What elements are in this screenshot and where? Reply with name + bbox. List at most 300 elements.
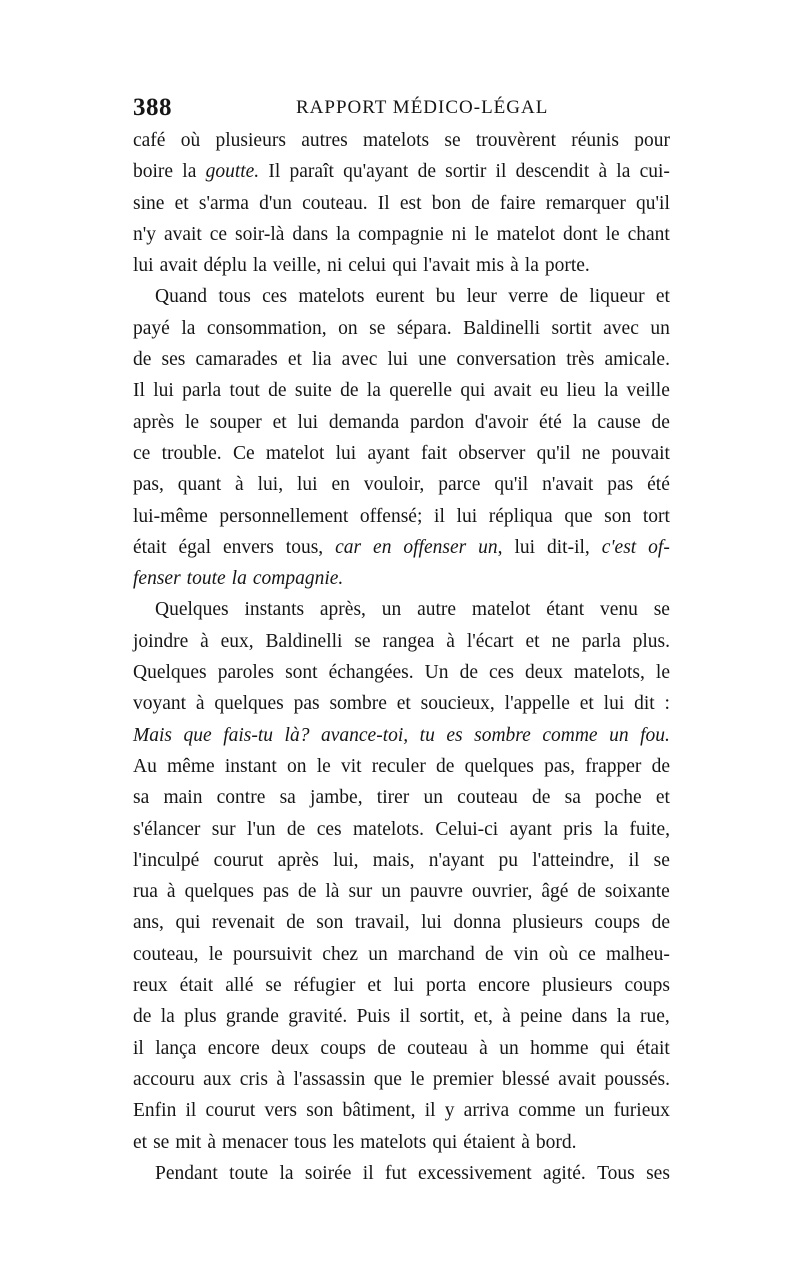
text-line xyxy=(133,751,670,782)
word: Au xyxy=(133,755,157,777)
word: reux xyxy=(133,975,168,997)
word: la xyxy=(604,380,619,402)
word: la xyxy=(182,161,197,183)
word: parla xyxy=(581,630,621,652)
word: de xyxy=(577,881,596,903)
word: l'inculpé xyxy=(133,849,200,871)
word: plus. xyxy=(632,630,670,652)
word: qu'ayant xyxy=(343,161,409,183)
word: voyant xyxy=(133,693,187,715)
word: dans xyxy=(292,223,329,245)
word: pas xyxy=(262,881,289,903)
word: main xyxy=(163,787,203,809)
word: de xyxy=(133,349,152,371)
word: un, xyxy=(478,536,503,558)
word: d'avoir xyxy=(474,411,529,433)
word: âgé xyxy=(541,881,569,903)
text-line xyxy=(133,313,670,344)
word: pris xyxy=(563,818,593,840)
word: poussés. xyxy=(604,1068,670,1090)
word: veille xyxy=(626,380,670,402)
word: mis xyxy=(475,255,505,277)
word: et, xyxy=(473,1006,493,1028)
text-line xyxy=(133,1158,670,1189)
word: la xyxy=(616,1006,631,1028)
word: instants xyxy=(244,599,305,621)
word: es xyxy=(446,724,463,746)
word: matelot xyxy=(496,223,556,245)
word: matelots xyxy=(298,286,365,308)
word: chez xyxy=(322,943,359,965)
word: la xyxy=(572,411,587,433)
word: porta xyxy=(426,975,467,997)
word: sine xyxy=(133,192,165,214)
word: homme xyxy=(530,1037,589,1059)
word: Il xyxy=(377,192,390,214)
word: matelots. xyxy=(353,818,424,840)
word: n'avait xyxy=(542,474,594,496)
word: le xyxy=(316,755,331,777)
word: d'un xyxy=(259,192,292,214)
word: avait xyxy=(558,1068,596,1090)
word: qui xyxy=(432,1131,458,1153)
word: compagnie xyxy=(358,223,444,245)
word: bon xyxy=(431,192,462,214)
word: un xyxy=(499,1037,519,1059)
word: et xyxy=(272,411,287,433)
word: liqueur xyxy=(589,286,645,308)
word: étant xyxy=(546,599,585,621)
word: y xyxy=(444,1100,455,1122)
word: soixante xyxy=(604,881,670,903)
word: le xyxy=(208,943,223,965)
text-line xyxy=(133,219,670,250)
word: poursuivit xyxy=(233,943,313,965)
word: ce xyxy=(209,223,228,245)
word: cris xyxy=(239,1068,268,1090)
word: fuite, xyxy=(629,818,670,840)
word: consommation, xyxy=(206,317,327,339)
word: toute xyxy=(229,1162,269,1184)
word: trouble. xyxy=(161,442,222,464)
word: amicale. xyxy=(604,349,670,371)
word: son xyxy=(306,1100,334,1122)
word: égal xyxy=(178,536,211,558)
word: conversation xyxy=(456,349,557,371)
word: quant xyxy=(177,474,222,496)
word: sa xyxy=(279,787,296,809)
word: comme xyxy=(542,724,598,746)
word: suite xyxy=(294,380,332,402)
word: vin xyxy=(513,943,539,965)
word: sa xyxy=(133,787,150,809)
word: plusieurs xyxy=(215,130,286,151)
word: remarquer xyxy=(545,192,626,214)
word: de xyxy=(485,943,504,965)
word: se xyxy=(653,849,670,871)
word: à xyxy=(510,255,519,277)
word: parce xyxy=(438,474,481,496)
word: à xyxy=(446,630,455,652)
word: camarades xyxy=(195,349,278,371)
word: pu xyxy=(498,849,518,871)
word: autre xyxy=(417,599,457,621)
word: la xyxy=(524,255,539,277)
word: les xyxy=(332,1131,355,1153)
word: quelques xyxy=(464,755,534,777)
word: se xyxy=(369,317,386,339)
word: et xyxy=(655,787,670,809)
word: pouvait xyxy=(611,442,670,464)
word: de xyxy=(651,755,670,777)
word: on xyxy=(338,317,358,339)
word: la xyxy=(336,223,351,245)
text-line xyxy=(133,532,670,563)
text-line xyxy=(133,501,670,532)
word: ne xyxy=(581,442,601,464)
word: eux, xyxy=(220,630,254,652)
word: pour xyxy=(634,130,670,151)
word: de xyxy=(436,755,455,777)
word: pardon xyxy=(409,411,465,433)
word: pas xyxy=(607,474,634,496)
word: avec xyxy=(603,317,639,339)
text-line xyxy=(133,281,670,312)
word: Baldinelli xyxy=(265,630,343,652)
word: parla xyxy=(182,380,222,402)
word: un xyxy=(381,599,402,621)
word: à xyxy=(235,474,244,496)
word: allé xyxy=(225,975,254,997)
word: car xyxy=(335,536,362,558)
word: Baldinelli xyxy=(463,317,541,339)
word: soir-là xyxy=(235,223,285,245)
word: bu xyxy=(435,286,456,308)
word: joindre xyxy=(133,630,189,652)
word: fais-tu xyxy=(223,724,274,746)
word: ses xyxy=(161,349,186,371)
word: échangées. xyxy=(328,662,414,684)
word: la xyxy=(181,317,196,339)
word: sur xyxy=(348,881,373,903)
word: Mais xyxy=(133,724,172,746)
text-line xyxy=(133,1033,670,1064)
word: lui xyxy=(297,411,319,433)
word: sont xyxy=(285,662,318,684)
word: un xyxy=(381,881,401,903)
word: plusieurs xyxy=(542,975,613,997)
text-line xyxy=(133,188,670,219)
text-line xyxy=(133,782,670,813)
word: s'arma xyxy=(198,192,249,214)
running-head: RAPPORT MÉDICO-LÉGAL xyxy=(296,97,549,118)
word: après xyxy=(133,411,175,433)
word: dit xyxy=(634,693,655,715)
word: fou. xyxy=(640,724,670,746)
word: poche xyxy=(595,787,642,809)
word: ces xyxy=(489,662,514,684)
word: contre xyxy=(216,787,266,809)
word: faire xyxy=(499,192,536,214)
word: revenait xyxy=(211,912,275,934)
word: comme xyxy=(518,1100,576,1122)
word: été xyxy=(539,411,562,433)
word: cause xyxy=(597,411,641,433)
word: avait xyxy=(493,380,532,402)
word: veille, xyxy=(272,255,322,277)
text-line xyxy=(133,626,670,657)
word: eurent xyxy=(375,286,425,308)
word: peine xyxy=(520,1006,563,1028)
word: réunis xyxy=(571,130,619,151)
word: après, xyxy=(319,599,366,621)
word: de xyxy=(651,912,670,934)
word: sépara. xyxy=(396,317,452,339)
word: la xyxy=(279,1162,294,1184)
word: sombre xyxy=(329,693,387,715)
word: accouru xyxy=(133,1068,195,1090)
word: tort xyxy=(642,505,670,527)
word: la xyxy=(366,380,381,402)
text-line xyxy=(133,375,670,406)
word: sortit, xyxy=(419,1006,465,1028)
word: gravité. xyxy=(288,1006,348,1028)
word: matelots xyxy=(360,1131,427,1153)
word: un xyxy=(609,724,629,746)
word: il xyxy=(424,1100,436,1122)
word: qu'il xyxy=(536,442,571,464)
page-header xyxy=(133,94,670,124)
word: de xyxy=(286,818,306,840)
word: sortir xyxy=(445,161,487,183)
word: blessé xyxy=(501,1068,550,1090)
word: la xyxy=(603,818,618,840)
word: en xyxy=(373,536,392,558)
word: en xyxy=(331,474,350,496)
word: offenser xyxy=(403,536,467,558)
word: jambe, xyxy=(310,787,363,809)
word: dit-il, xyxy=(547,536,590,558)
word: ses xyxy=(646,1162,670,1184)
word: l'appelle xyxy=(504,693,570,715)
word: sa xyxy=(564,787,581,809)
word: très xyxy=(566,349,595,371)
word: de xyxy=(133,1006,152,1028)
word: personnellement xyxy=(219,505,349,527)
word: tirer xyxy=(376,787,410,809)
word: un xyxy=(584,1100,605,1122)
text-line xyxy=(133,720,670,751)
word: était xyxy=(133,536,167,558)
word: un xyxy=(423,787,443,809)
word: qui xyxy=(460,380,486,402)
word: Quelques xyxy=(155,599,229,621)
word: ce xyxy=(133,442,151,464)
word: malheu- xyxy=(605,943,670,965)
word: encore xyxy=(207,1037,260,1059)
word: son xyxy=(316,912,344,934)
word: à xyxy=(195,693,205,715)
word: ni xyxy=(451,223,467,245)
word: déplu xyxy=(203,255,247,277)
word: Un xyxy=(424,662,449,684)
word: plusieurs xyxy=(512,912,583,934)
word: il xyxy=(362,1162,374,1184)
word: un xyxy=(368,943,388,965)
word: Tous xyxy=(597,1162,635,1184)
word: ayant xyxy=(509,818,552,840)
word: pas xyxy=(293,693,320,715)
text-line xyxy=(133,907,670,938)
word: bord. xyxy=(535,1131,577,1153)
word: goutte. xyxy=(205,161,260,183)
word: de xyxy=(459,662,478,684)
word: toute xyxy=(186,568,226,590)
word: excessivement xyxy=(417,1162,532,1184)
word: de xyxy=(297,881,317,903)
word: tous, xyxy=(285,536,324,558)
body-text xyxy=(133,125,670,1189)
word: il xyxy=(628,849,640,871)
word: tout xyxy=(229,380,260,402)
word: ni xyxy=(327,255,343,277)
word: venu xyxy=(599,599,638,621)
word: l'un xyxy=(247,818,276,840)
word: couteau xyxy=(407,1037,468,1059)
word: à xyxy=(276,1068,286,1090)
word: chant xyxy=(627,223,670,245)
word: avait xyxy=(159,255,198,277)
word: rua xyxy=(133,881,158,903)
word: paraît xyxy=(289,161,334,183)
text-line xyxy=(133,876,670,907)
word: après xyxy=(277,849,319,871)
word: le xyxy=(474,223,489,245)
word: ces xyxy=(316,818,342,840)
word: à xyxy=(479,1037,488,1059)
word: à xyxy=(521,1131,530,1153)
word: un xyxy=(650,317,670,339)
word: ne xyxy=(551,630,570,652)
word: leur xyxy=(466,286,497,308)
word: menacer xyxy=(222,1131,289,1153)
word: fut xyxy=(384,1162,407,1184)
word: Quand xyxy=(155,286,207,308)
word: Pendant xyxy=(155,1162,218,1184)
word: aux xyxy=(203,1068,232,1090)
word: Il xyxy=(268,161,281,183)
word: de xyxy=(286,912,305,934)
text-line xyxy=(133,438,670,469)
word: et xyxy=(579,693,594,715)
word: furieux xyxy=(613,1100,670,1122)
word: se xyxy=(653,599,670,621)
text-line xyxy=(133,250,670,281)
word: répliqua xyxy=(488,505,553,527)
word: lança xyxy=(155,1037,197,1059)
word: Il xyxy=(133,380,145,402)
word: ayant xyxy=(367,442,410,464)
word: café xyxy=(133,130,166,151)
word: lui xyxy=(133,255,154,277)
word: l'écart xyxy=(466,630,514,652)
word: la xyxy=(231,568,247,590)
word: couteau xyxy=(457,787,518,809)
word: était xyxy=(179,975,214,997)
word: arriva xyxy=(463,1100,510,1122)
word: de xyxy=(471,192,490,214)
text-line xyxy=(133,469,670,500)
word: couteau. xyxy=(302,192,368,214)
word: porte. xyxy=(544,255,590,277)
word: Quelques xyxy=(133,662,207,684)
word: le xyxy=(410,1068,425,1090)
text-line xyxy=(133,1095,670,1126)
word: où xyxy=(548,943,569,965)
word: lui xyxy=(335,442,357,464)
word: se xyxy=(354,630,371,652)
word: avait xyxy=(163,223,202,245)
word: ces xyxy=(262,286,288,308)
word: coups xyxy=(594,912,641,934)
word: plus xyxy=(184,1006,217,1028)
word: le xyxy=(605,223,620,245)
word: quelques xyxy=(184,881,254,903)
word: lui xyxy=(514,536,536,558)
word: lui xyxy=(153,380,174,402)
word: qui xyxy=(599,1037,625,1059)
word: se xyxy=(265,975,282,997)
text-line xyxy=(133,845,670,876)
word: fait xyxy=(421,442,447,464)
word: pas, xyxy=(133,474,164,496)
word: il xyxy=(434,505,445,527)
word: son xyxy=(604,505,632,527)
word: de xyxy=(417,161,436,183)
word: dont xyxy=(563,223,598,245)
word: observer xyxy=(458,442,526,464)
word: se xyxy=(444,130,461,151)
word: que xyxy=(373,1068,402,1090)
word: compagnie. xyxy=(252,568,344,590)
word: une xyxy=(418,349,447,371)
text-line xyxy=(133,344,670,375)
word: lui xyxy=(421,912,442,934)
word: Ce xyxy=(232,442,255,464)
word: réfugier xyxy=(293,975,356,997)
word: l'assassin xyxy=(293,1068,366,1090)
word: autres xyxy=(301,130,348,151)
word: le xyxy=(655,662,670,684)
word: descendit xyxy=(515,161,590,183)
word: été xyxy=(647,474,670,496)
word: qu'il xyxy=(494,474,529,496)
word: et xyxy=(367,975,382,997)
word: il xyxy=(185,1100,197,1122)
word: paroles xyxy=(217,662,275,684)
word: sortit xyxy=(551,317,592,339)
word: ouvrier, xyxy=(471,881,533,903)
word: de xyxy=(651,411,670,433)
word: lui-même xyxy=(133,505,208,527)
word: vers xyxy=(264,1100,298,1122)
word: querelle xyxy=(389,380,452,402)
word: premier xyxy=(432,1068,494,1090)
word: il xyxy=(399,1006,411,1028)
word: lui xyxy=(393,975,415,997)
word: trouvèrent xyxy=(475,130,557,151)
word: avance-toi, xyxy=(320,724,409,746)
